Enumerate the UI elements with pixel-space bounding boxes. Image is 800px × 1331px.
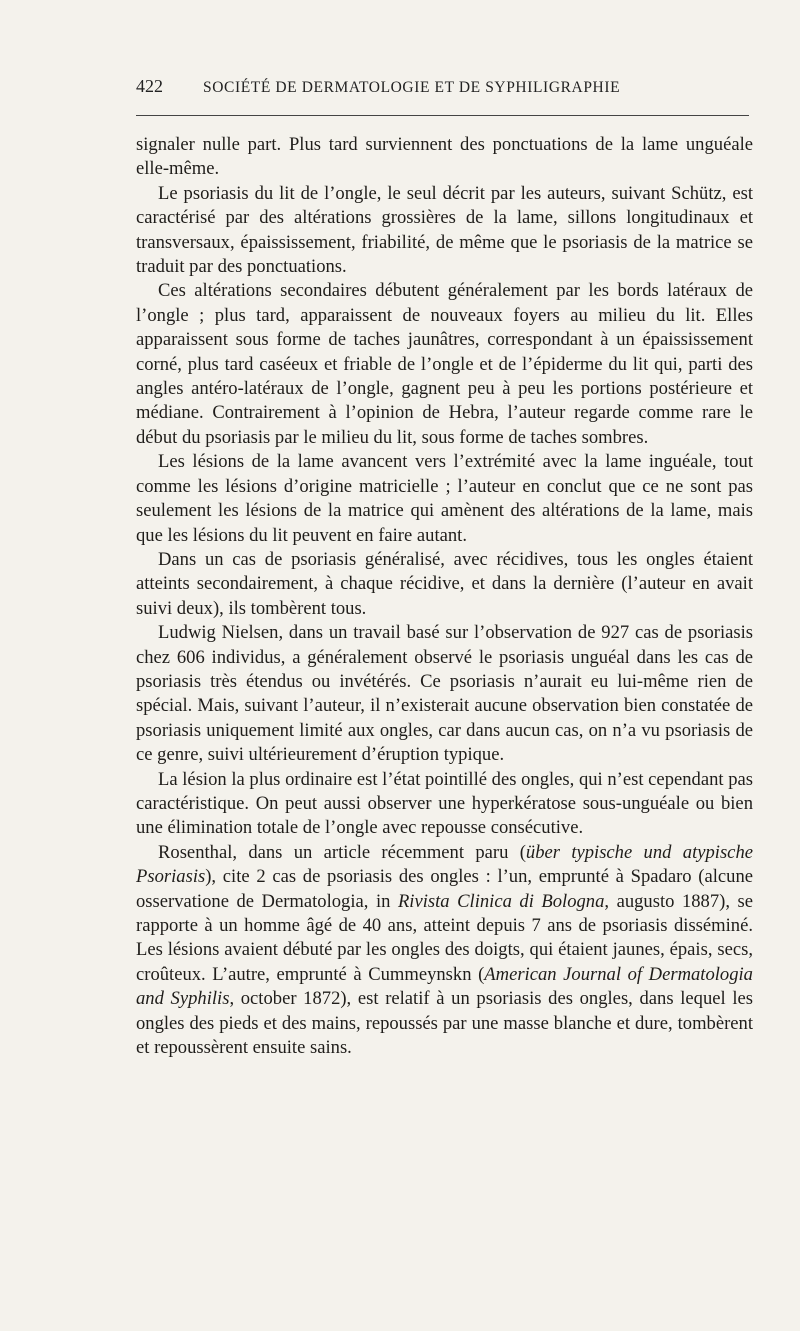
text-run: ), cite 2 cas de psoriasis des ongles : l’un, emprunté à Spadaro (alcune osservatione de Dermatologia, in [136,866,753,912]
header-rule [136,115,749,116]
paragraph: Dans un cas de psoriasis généralisé, avec récidives, tous les ongles étaient atteints secondairement, à chaque récidive, et dans la dernière (l’auteur en avait suivi deux), ils tombèrent tous. [136,548,753,619]
text-run: , augusto 1887), se rapporte à un homme âgé de 40 ans, atteint depuis 7 ans de psoriasis disséminé. Les lésions avaient débuté par les ongles des doigts, qui étaient jaunes, épais, secs, croûteux. L’autre, emprunté à Cummeynskn ( [136,890,753,985]
paragraph: La lésion la plus ordinaire est l’état pointillé des ongles, qui n’est cependant pas caractéristique. On peut aussi observer une hyperkératose sous-unguéale ou bien une élimination totale de l’ongle avec repousse consécutive. [136,768,753,839]
paragraph: signaler nulle part. Plus tard surviennent des ponctuations de la lame unguéale elle-même. [136,134,753,180]
running-title: SOCIÉTÉ DE DERMATOLOGIE ET DE SYPHILIGRAPHIE [203,79,621,96]
cited-journal: Rivista Clinica di Bologna [397,890,605,912]
paragraph: Les lésions de la lame avancent vers l’extrémité avec la lame inguéale, tout comme les lésions d’origine matricielle ; l’auteur en conclut que ce ne sont pas seulement les lésions de la matrice qui amènent des altérations de la lame, mais que les lésions du lit peuvent en faire autant. [136,451,753,546]
paragraph: Le psoriasis du lit de l’ongle, le seul décrit par les auteurs, suivant Schütz, est caractérisé par des altérations grossières de la lame, sillons longitudinaux et transversaux, épaississement, friabilité, de même que le psoriasis de la matrice se traduit par des ponctuations. [136,182,753,278]
paragraph: Ludwig Nielsen, dans un travail basé sur l’observation de 927 cas de psoriasis chez 606 individus, a généralement observé le psoriasis unguéal dans les cas de psoriasis très étendus ou invétérés. Ce psoriasis n’aurait eu lui-même rien de spécial. Mais, suivant l’auteur, il n’existerait aucune observation bien constatée de psoriasis uniquement limité aux ongles, car dans aucun cas, on n’a vu psoriasis de ce genre, suivi ultérieurement d’éruption typique. [136,622,753,766]
body-text [136,133,753,1060]
cited-journal: American Journal of Dermatologia and Syphilis [136,963,753,1010]
paragraph: Ces altérations secondaires débutent généralement par les bords latéraux de l’ongle ; plus tard, apparaissent de nouveaux foyers au milieu du lit. Elles apparaissent sous forme de taches jaunâtres, correspondant à un épaississement corné, plus tard caséeux et friable de l’ongle et de l’épiderme du lit qui, parti des angles antéro-latéraux de l’ongle, gagnent peu à peu les portions postérieure et médiane. Contrairement à l’opinion de Hebra, l’auteur regarde comme rare le début du psoriasis par le milieu du lit, sous forme de taches sombres. [136,280,753,448]
page-header [136,76,726,106]
cited-title: über typische und atypische Psoriasis [136,841,753,888]
paragraph-rosenthal [136,841,753,1061]
text-run: Rosenthal, dans un article récemment paru ( [158,841,526,863]
page-number: 422 [136,76,163,96]
text-run: , october 1872), est relatif à un psoriasis des ongles, dans lequel les ongles des pieds et des mains, repoussés par une masse blanche et dure, tombèrent et repoussèrent ensuite sains. [136,988,753,1059]
